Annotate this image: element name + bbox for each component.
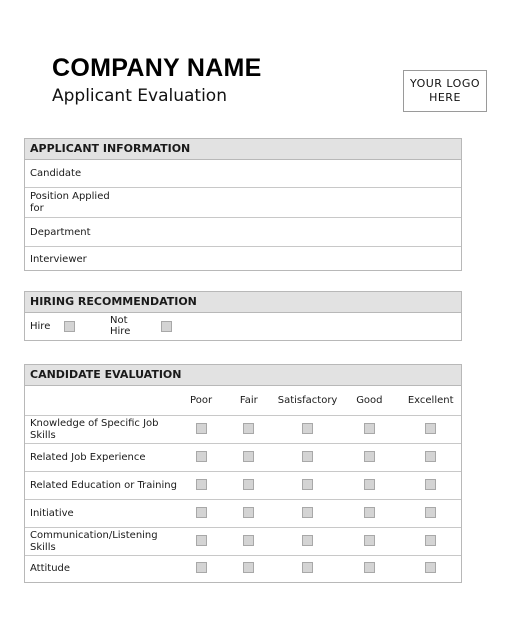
rating-checkbox-good[interactable] <box>364 479 375 490</box>
criterion-label: Related Education or Training <box>25 472 181 500</box>
rating-checkbox-good[interactable] <box>364 423 375 434</box>
rating-checkbox-fair[interactable] <box>243 451 254 462</box>
field-label: Department <box>30 226 91 238</box>
evaluation-row-education <box>25 472 461 500</box>
hire-checkbox[interactable] <box>64 321 75 332</box>
rating-header-good: Good <box>356 395 383 406</box>
hiring-recommendation-section <box>24 291 462 341</box>
department-field[interactable] <box>25 218 461 247</box>
rating-checkbox-satisfactory[interactable] <box>302 507 313 518</box>
rating-checkbox-satisfactory[interactable] <box>302 562 313 573</box>
criterion-label: Attitude <box>25 556 181 582</box>
evaluation-row-initiative <box>25 500 461 528</box>
rating-checkbox-good[interactable] <box>364 535 375 546</box>
rating-checkbox-good[interactable] <box>364 451 375 462</box>
rating-checkbox-satisfactory[interactable] <box>302 535 313 546</box>
document-title: Applicant Evaluation <box>52 86 227 106</box>
section-heading: HIRING RECOMMENDATION <box>25 292 461 313</box>
not-hire-checkbox[interactable] <box>161 321 172 332</box>
rating-checkbox-satisfactory[interactable] <box>302 479 313 490</box>
evaluation-row-communication <box>25 528 461 556</box>
rating-checkbox-poor[interactable] <box>196 479 207 490</box>
rating-checkbox-excellent[interactable] <box>425 451 436 462</box>
rating-checkbox-fair[interactable] <box>243 535 254 546</box>
interviewer-field[interactable] <box>25 247 461 272</box>
field-label: Interviewer <box>30 254 87 265</box>
logo-placeholder: YOUR LOGO HERE <box>403 70 487 112</box>
evaluation-table <box>25 386 461 582</box>
criterion-label: Communication/Listening Skills <box>25 528 181 556</box>
rating-checkbox-satisfactory[interactable] <box>302 423 313 434</box>
rating-checkbox-satisfactory[interactable] <box>302 451 313 462</box>
rating-checkbox-excellent[interactable] <box>425 423 436 434</box>
position-applied-field[interactable] <box>25 188 461 218</box>
hire-label: Hire <box>30 321 51 332</box>
hiring-options-row <box>25 313 461 340</box>
rating-checkbox-excellent[interactable] <box>425 479 436 490</box>
rating-checkbox-good[interactable] <box>364 507 375 518</box>
rating-checkbox-poor[interactable] <box>196 507 207 518</box>
rating-header-satisfactory: Satisfactory <box>277 395 338 406</box>
candidate-field[interactable] <box>25 160 461 188</box>
rating-checkbox-excellent[interactable] <box>425 507 436 518</box>
evaluation-row-attitude <box>25 556 461 582</box>
rating-checkbox-fair[interactable] <box>243 562 254 573</box>
criteria-header <box>25 386 181 416</box>
candidate-evaluation-section <box>24 364 462 583</box>
criterion-label: Initiative <box>25 500 181 528</box>
rating-header-row <box>25 386 461 416</box>
rating-header-excellent: Excellent <box>407 395 454 406</box>
evaluation-row-experience <box>25 444 461 472</box>
rating-header-fair: Fair <box>239 395 258 406</box>
rating-checkbox-poor[interactable] <box>196 562 207 573</box>
not-hire-label: Not Hire <box>110 315 131 337</box>
rating-checkbox-poor[interactable] <box>196 423 207 434</box>
rating-checkbox-fair[interactable] <box>243 423 254 434</box>
rating-checkbox-poor[interactable] <box>196 535 207 546</box>
field-label: Candidate <box>30 168 82 179</box>
applicant-information-section <box>24 138 462 271</box>
rating-checkbox-excellent[interactable] <box>425 562 436 573</box>
criterion-label: Knowledge of Specific Job Skills <box>25 416 181 444</box>
rating-checkbox-fair[interactable] <box>243 479 254 490</box>
rating-checkbox-excellent[interactable] <box>425 535 436 546</box>
section-heading: CANDIDATE EVALUATION <box>25 365 461 386</box>
criterion-label: Related Job Experience <box>25 444 181 472</box>
field-label: Position Applied for <box>30 190 110 214</box>
rating-checkbox-fair[interactable] <box>243 507 254 518</box>
rating-header-poor: Poor <box>190 395 213 406</box>
company-name: COMPANY NAME <box>52 54 262 82</box>
section-heading: APPLICANT INFORMATION <box>25 139 461 160</box>
rating-checkbox-poor[interactable] <box>196 451 207 462</box>
evaluation-row-knowledge <box>25 416 461 444</box>
rating-checkbox-good[interactable] <box>364 562 375 573</box>
